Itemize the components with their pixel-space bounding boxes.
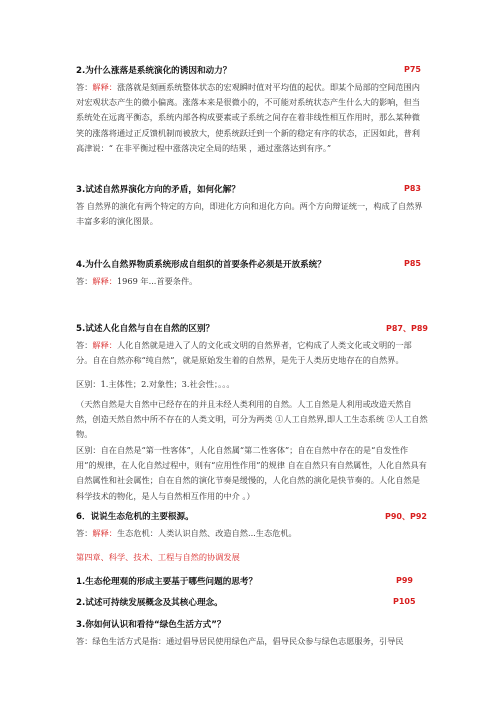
answer-q4 — [76, 274, 428, 289]
question-3: 3.试述自然界演化方向的矛盾，如何化解？ — [76, 185, 240, 195]
difference-summary: 区别：1.主体性；2.对象性；3.社会性；。。。 — [76, 379, 235, 389]
difference-detail: 区别：自在自然是“第一性客体”，人化自然属“第二性客体”；自在自然中存在的是“自发性作用”的规律，在人化自然过程中，则有“应用性作用”的规律 自在自然只有自然属性，人化自然具有自然属性和社会属性；自在自然的演化节奏是缓慢的，人化自然的演化是快节奏的。人化自然是科学技术的物化，是人与自然相互作用的中介 。） — [76, 445, 427, 501]
answer-q6 — [76, 526, 428, 541]
answer-prefix: 答： — [76, 340, 93, 350]
answer-body: 生态危机：人类认识自然、改造自然...生态危机。 — [116, 528, 297, 538]
question-2: 2.为什么涨落是系统演化的诱因和动力？ — [76, 66, 232, 76]
question-6: 6．说说生态危机的主要根源。 — [76, 512, 194, 522]
chapter-heading: 第四章、科学、技术、工程与自然的协调发展 — [76, 552, 240, 562]
parenthetical-note: （天然自然是大自然中已经存在的并且未经人类利用的自然。人工自然是人利用或改造天然自然，创造天然自然中所不存在的人类文明，可分为两类 ①人工自然界,即人工生态系统 ②人工自然物。 — [76, 399, 428, 440]
page-ref-ch4-q1: P99 — [396, 576, 413, 585]
answer-q3: 答 自然界的演化有两个特定的方向，即进化方向和退化方向。两个方向辩证统一，构成了自然界丰富多彩的演化图景。 — [76, 201, 423, 227]
page-ref-q3: P83 — [404, 184, 421, 193]
answer-q5 — [76, 338, 428, 368]
ch4-question-1: 1.生态伦理观的形成主要基于哪些问题的思考？ — [76, 577, 258, 587]
question-5: 5.试述人化自然与自在自然的区别？ — [76, 324, 215, 334]
answer-prefix: 答： — [76, 82, 93, 92]
explain-keyword: 解释： — [92, 82, 117, 92]
page-ref-q6: P90、P92 — [385, 512, 427, 521]
answer-body: 人化自然就是进入了人的文化或文明的自然界者，它构成了人类文化或文明的一部分。自在自然亦称“纯自然”，就是原始发生着的自然界，是先于人类历史地存在的自然界。 — [76, 340, 412, 366]
answer-body: 1969 年...首要条件。 — [116, 276, 198, 286]
page-ref-q4: P85 — [404, 259, 421, 268]
answer-prefix: 答： — [76, 276, 93, 286]
explain-keyword: 解释： — [92, 528, 117, 538]
answer-prefix: 答： — [76, 528, 93, 538]
explain-keyword: 解释： — [92, 340, 117, 350]
ch4-question-2: 2.试述可持续发展概念及其核心理念。 — [76, 598, 223, 608]
page-ref-ch4-q2: P105 — [393, 597, 416, 606]
page-ref-q2: P75 — [404, 65, 421, 74]
explain-keyword: 解释： — [92, 276, 117, 286]
question-4: 4.为什么自然界物质系统形成自组织的首要条件必须是开放系统？ — [76, 260, 326, 270]
ch4-question-3: 3.你如何认识和看待“绿色生活方式”？ — [76, 620, 226, 630]
ch4-answer-3: 答：绿色生活方式是指：通过倡导居民使用绿色产品，倡导民众参与绿色志愿服务，引导民 — [76, 636, 404, 646]
page-ref-q5: P87、P89 — [386, 324, 428, 333]
answer-body: 涨落就是刻画系统整体状态的宏观瞬时值对平均值的起伏。即某个局部的空间范围内对宏观状态产生的微小偏离。涨落本来是很微小的，不可能对系统状态产生什么大的影响，但当系统处在远离平衡态，系统内部各构成要素或子系统之间存在着非线性相互作用时，那么某种微笑的涨落将通过正反馈机制而被放大，使系统跃迁到一个新的稳定有序的状态，正因如此，普利高津说：“ 在非平衡过程中涨落决定全局的结果 ，通过涨落达到有序。” — [76, 82, 420, 153]
answer-q2 — [76, 80, 428, 156]
